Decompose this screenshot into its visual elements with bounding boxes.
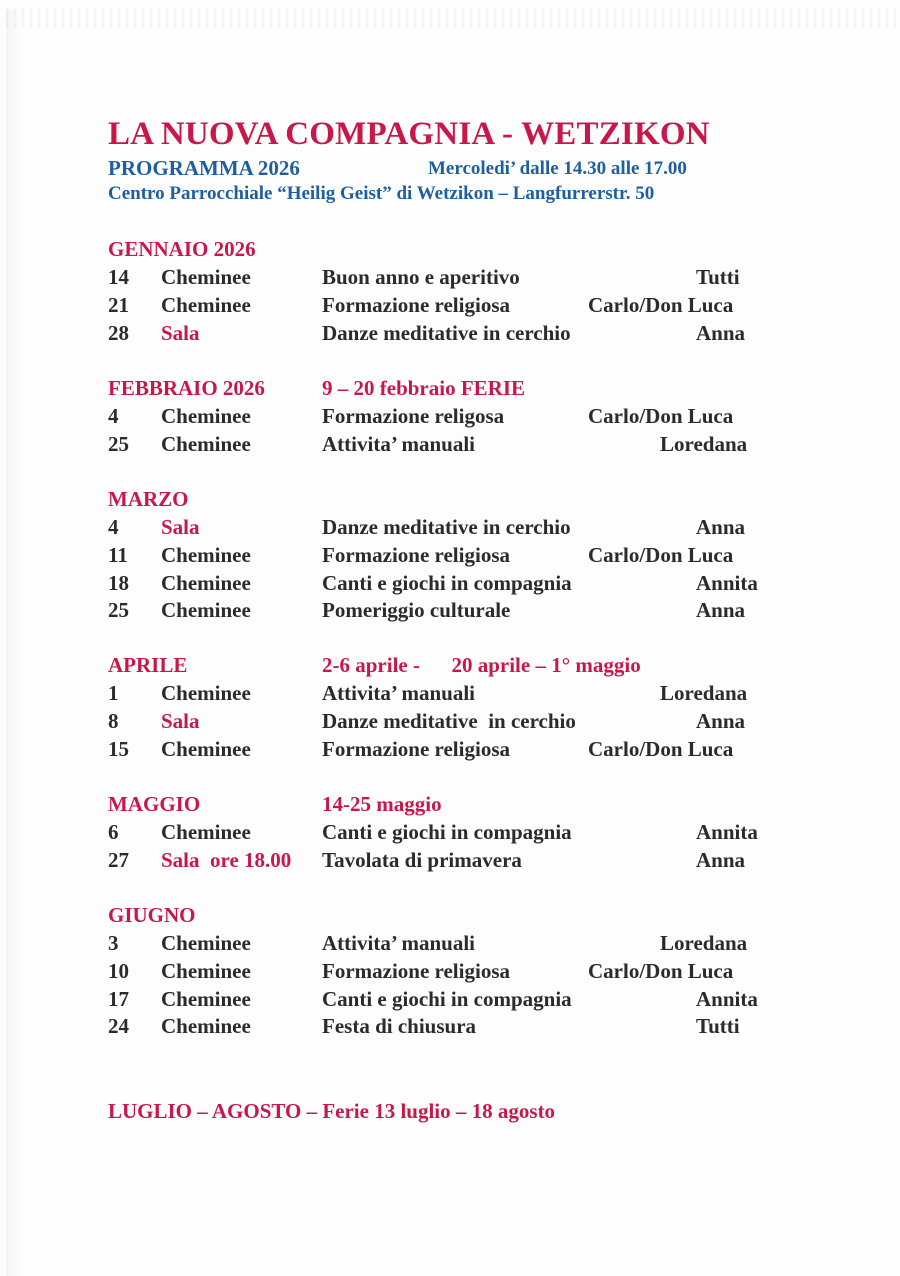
event-day: 14 [108,265,129,289]
event-activity: Pomeriggio culturale [322,598,511,623]
month-heading: MARZO [108,487,189,511]
event-row [0,432,900,458]
event-activity: Attivita’ manuali [322,431,476,456]
event-activity: Formazione religiosa [322,292,510,317]
month-holiday-note: 2-6 aprile - 20 aprile – 1° maggio [322,653,641,677]
event-leader: Carlo/Don Luca [588,404,734,428]
event-activity: Danze meditative in cerchio [322,708,576,733]
event-place: Cheminee [161,681,251,705]
event-day: 25 [108,431,129,456]
event-activity: Formazione religiosa [322,542,510,567]
event-row [0,515,900,541]
event-row [0,293,900,319]
event-activity: Formazione religosa [322,404,505,428]
event-row [0,681,900,707]
scan-edge [6,10,20,1276]
event-activity: Tavolata di primavera [322,847,522,872]
event-day: 8 [108,708,119,733]
event-leader: Anna [696,847,746,872]
month-heading: APRILE [108,653,188,677]
event-day: 18 [108,570,129,595]
event-leader: Annita [696,570,758,595]
event-day: 1 [108,681,119,705]
scan-artifact [0,8,900,28]
event-day: 27 [108,847,129,872]
event-activity: Attivita’ manuali [322,681,476,705]
event-row [0,265,900,291]
event-leader: Carlo/Don Luca [588,958,734,983]
event-row [0,709,900,735]
month-heading: GIUGNO [108,903,196,927]
event-day: 21 [108,292,129,317]
month-heading: MAGGIO [108,792,201,816]
event-place: Cheminee [161,958,251,983]
event-day: 6 [108,820,119,844]
event-place: Cheminee [161,292,251,317]
event-row [0,737,900,763]
event-activity: Formazione religiosa [322,958,510,983]
event-place: Cheminee [161,431,251,456]
event-day: 3 [108,931,119,955]
event-leader: Anna [696,515,746,539]
event-day: 4 [108,404,119,428]
event-day: 11 [108,542,128,567]
event-row [0,321,900,347]
event-place: Cheminee [161,265,251,289]
event-row [0,848,900,874]
event-activity: Buon anno e aperitivo [322,265,520,289]
event-place: Cheminee [161,736,251,761]
event-row [0,931,900,957]
schedule-label: Mercoledi’ dalle 14.30 alle 17.00 [428,158,687,179]
event-leader: Annita [696,820,758,844]
event-row [0,987,900,1013]
event-leader: Loredana [660,431,748,456]
event-place: Cheminee [161,570,251,595]
event-row [0,959,900,985]
event-place: Cheminee [161,986,251,1011]
event-place: Sala [161,708,200,733]
event-place: Cheminee [161,820,251,844]
event-activity: Attivita’ manuali [322,931,476,955]
event-activity: Canti e giochi in compagnia [322,570,572,595]
event-activity: Canti e giochi in compagnia [322,986,572,1011]
event-activity: Festa di chiusura [322,1014,477,1039]
event-leader: Anna [696,708,746,733]
month-holiday-note: 9 – 20 febbraio FERIE [322,376,526,400]
event-day: 28 [108,320,129,345]
month-heading: GENNAIO 2026 [108,237,256,261]
event-activity: Danze meditative in cerchio [322,515,571,539]
event-row [0,598,900,624]
event-leader: Loredana [660,931,748,955]
event-place: Cheminee [161,598,251,623]
event-row [0,404,900,430]
event-leader: Carlo/Don Luca [588,542,734,567]
event-place: Cheminee [161,1014,251,1039]
event-place: Sala [161,515,200,539]
month-heading: FEBBRAIO 2026 [108,376,265,400]
event-day: 10 [108,958,129,983]
event-row [0,543,900,569]
event-leader: Carlo/Don Luca [588,736,734,761]
event-place: Cheminee [161,542,251,567]
event-day: 25 [108,598,129,623]
event-activity: Danze meditative in cerchio [322,320,571,345]
event-place: Cheminee [161,931,251,955]
event-activity: Canti e giochi in compagnia [322,820,572,844]
event-row [0,571,900,597]
event-leader: Carlo/Don Luca [588,292,734,317]
event-row [0,1014,900,1040]
event-leader: Annita [696,986,758,1011]
location-label: Centro Parrocchiale “Heilig Geist” di Wetzikon – Langfurrerstr. 50 [108,183,655,204]
event-day: 15 [108,736,129,761]
event-place: Sala [161,320,200,345]
event-leader: Tutti [696,265,740,289]
event-place: Cheminee [161,404,251,428]
event-activity: Formazione religiosa [322,736,510,761]
month-holiday-note: 14-25 maggio [322,792,442,816]
program-label: PROGRAMMA 2026 [108,156,300,180]
page-title: LA NUOVA COMPAGNIA - WETZIKON [108,116,710,152]
event-leader: Anna [696,598,746,623]
event-day: 24 [108,1014,129,1039]
event-place: Sala ore 18.00 [161,847,292,872]
event-row [0,820,900,846]
event-leader: Tutti [696,1014,740,1039]
event-day: 4 [108,515,119,539]
event-leader: Loredana [660,681,748,705]
event-leader: Anna [696,320,746,345]
event-day: 17 [108,986,129,1011]
summer-holiday-note: LUGLIO – AGOSTO – Ferie 13 luglio – 18 agosto [108,1099,556,1123]
